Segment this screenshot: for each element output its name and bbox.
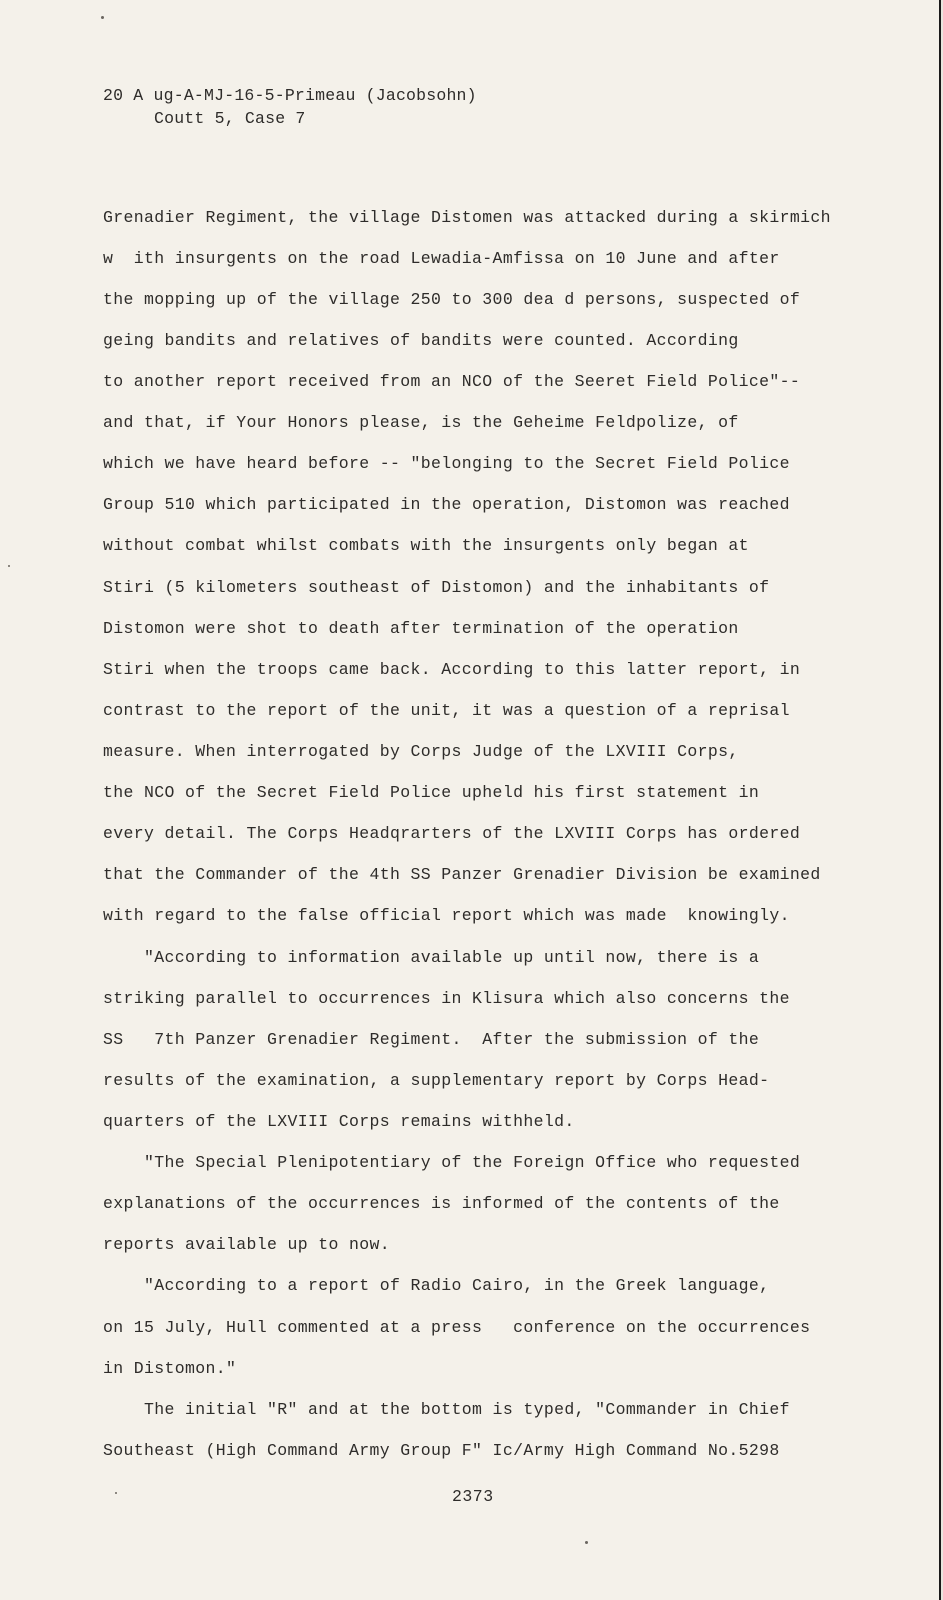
text-line: "According to a report of Radio Cairo, in the Greek language, (103, 1276, 770, 1295)
text-line: and that, if Your Honors please, is the Geheime Feldpolize, of (103, 413, 739, 432)
text-line: Grenadier Regiment, the village Distomen was attacked during a skirmich (103, 208, 831, 227)
text-line: contrast to the report of the unit, it was a question of a reprisal (103, 701, 790, 720)
text-line: Distomon were shot to death after termination of the operation (103, 619, 739, 638)
text-line: measure. When interrogated by Corps Judge of the LXVIII Corps, (103, 742, 739, 761)
text-line: The initial "R" and at the bottom is typed, "Commander in Chief (103, 1400, 790, 1419)
text-line: explanations of the occurrences is informed of the contents of the (103, 1194, 780, 1213)
text-line: every detail. The Corps Headqrarters of the LXVIII Corps has ordered (103, 824, 801, 843)
text-line: SS 7th Panzer Grenadier Regiment. After the submission of the (103, 1030, 760, 1049)
text-line: which we have heard before -- "belonging to the Secret Field Police (103, 454, 790, 473)
text-line: with regard to the false official report which was made knowingly. (103, 906, 790, 925)
text-line: w ith insurgents on the road Lewadia-Amfissa on 10 June and after (103, 249, 780, 268)
court-case-line: Coutt 5, Case 7 (154, 109, 306, 128)
text-line: Group 510 which participated in the operation, Distomon was reached (103, 495, 790, 514)
text-line: "According to information available up until now, there is a (103, 948, 760, 967)
text-line: that the Commander of the 4th SS Panzer Grenadier Division be examined (103, 865, 821, 884)
text-line: on 15 July, Hull commented at a press conference on the occurrences (103, 1318, 811, 1337)
text-line: without combat whilst combats with the insurgents only began at (103, 536, 749, 555)
text-line: "The Special Plenipotentiary of the Foreign Office who requested (103, 1153, 801, 1172)
paper-speck (101, 16, 104, 19)
text-line: quarters of the LXVIII Corps remains withheld. (103, 1112, 575, 1131)
text-line: geing bandits and relatives of bandits were counted. According (103, 331, 739, 350)
page-number: 2373 (452, 1487, 494, 1506)
text-line: in Distomon." (103, 1359, 237, 1378)
text-line: Stiri (5 kilometers southeast of Distomon) and the inhabitants of (103, 578, 770, 597)
paper-speck (8, 565, 10, 567)
text-line: Southeast (High Command Army Group F" Ic/Army High Command No.5298 (103, 1441, 780, 1460)
text-line: reports available up to now. (103, 1235, 391, 1254)
text-line: striking parallel to occurrences in Klisura which also concerns the (103, 989, 790, 1008)
text-line: to another report received from an NCO of the Seeret Field Police"-- (103, 372, 801, 391)
paper-speck (115, 1492, 117, 1494)
text-line: results of the examination, a supplementary report by Corps Head- (103, 1071, 770, 1090)
text-line: Stiri when the troops came back. According to this latter report, in (103, 660, 801, 679)
paper-speck (585, 1541, 588, 1544)
text-line: the NCO of the Secret Field Police upheld his first statement in (103, 783, 760, 802)
document-header (103, 84, 477, 130)
text-line: the mopping up of the village 250 to 300 dea d persons, suspected of (103, 290, 801, 309)
reference-line: 20 A ug-A-MJ-16-5-Primeau (Jacobsohn) (103, 86, 477, 105)
